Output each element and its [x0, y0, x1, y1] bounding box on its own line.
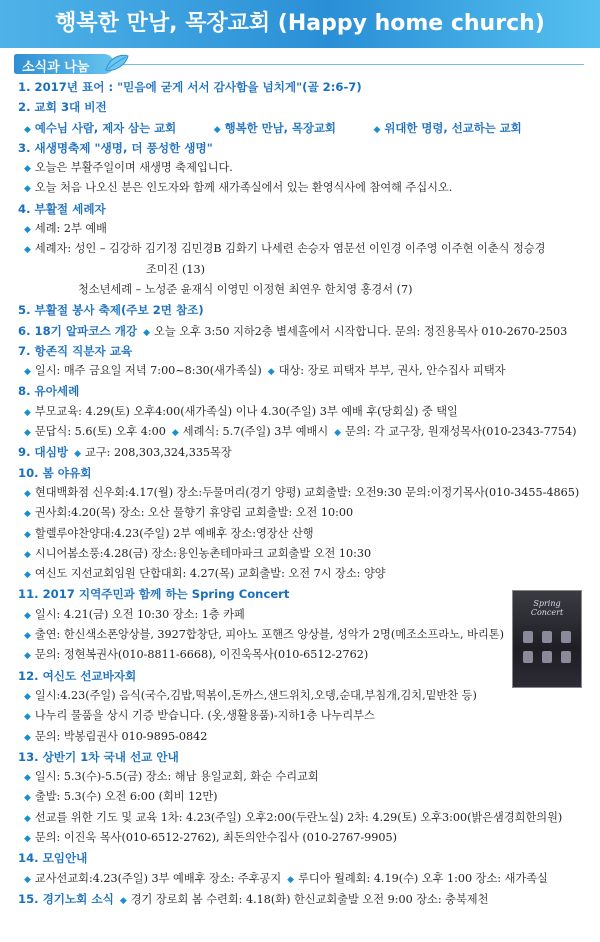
diamond-bullet-icon: ◆: [24, 184, 31, 195]
list-item: ◆ 문의: 정현복권사(010-8811-6668), 이진욱목사(010-6512-2762): [24, 648, 369, 662]
diamond-bullet-icon: ◆: [213, 124, 221, 135]
list-item: ◆ 오늘 처음 나오신 분은 인도자와 함께 새가족실에서 있는 환영식사에 참여해 주십시오.: [24, 181, 453, 195]
list-item: ◆ 여신도 지선교회임원 단합대회: 4.27(목) 교회출발: 오전 7시 장소: 양양: [24, 567, 386, 581]
leaf-icon: [104, 52, 130, 74]
section-heading: 10. 봄 야유회: [18, 465, 92, 480]
diamond-bullet-icon: ◆: [74, 449, 82, 460]
list-item: ◆ 일시: 매주 금요일 저녁 7:00~8:30(새가족실) ◆ 대상: 장로 피택자 부부, 권사, 안수집사 피택자: [24, 364, 506, 378]
diamond-bullet-icon: ◆: [24, 833, 31, 844]
diamond-bullet-icon: ◆: [24, 651, 31, 662]
poster-photo: [523, 631, 533, 643]
list-item: ◆ 현대백화점 신우회:4.17(월) 장소:두물머리(경기 양평) 교회출발: 오전9:30 문의:이정기목사(010-3455-4865): [24, 485, 580, 499]
list-item: ◆ 일시: 5.3(수)-5.5(금) 장소: 해남 용일교회, 화순 수리교회: [24, 770, 319, 784]
diamond-bullet-icon: ◆: [24, 407, 31, 418]
section-inline: 6. 18기 알파코스 개강 ◆ 오늘 오후 3:50 지하2층 별세홀에서 시작합니다. 문의: 정진용목사 010-2670-2503: [18, 323, 568, 338]
subheader-rule: [114, 64, 584, 65]
list-item-continued: 청소년세례 – 노성준 윤재식 이영민 이정현 최연우 한치영 홍경서 (7): [78, 282, 413, 296]
list-item: ◆ 부모교육: 4.29(토) 오후4:00(새가족실) 이나 4.30(주일) 3부 예배 후(당회실) 중 택일: [24, 404, 458, 418]
vision-list: [18, 118, 588, 138]
diamond-bullet-icon: ◆: [373, 124, 381, 135]
poster-photo: [523, 651, 533, 663]
diamond-bullet-icon: ◆: [24, 225, 31, 236]
section-heading: 13. 상반기 1차 국내 선교 안내: [18, 749, 179, 764]
list-item: ◆ 출발: 5.3(수) 오전 6:00 (회비 12만): [24, 790, 218, 804]
header-banner: [0, 0, 600, 48]
section-heading: 12. 여신도 선교바자회: [18, 668, 137, 683]
diamond-bullet-icon: ◆: [143, 327, 151, 338]
subheader: [0, 52, 600, 76]
diamond-bullet-icon: ◆: [287, 874, 295, 885]
list-item: ◆ 교사선교회:4.23(주일) 3부 예배후 장소: 주후공지 ◆ 루디아 월례회: 4.19(수) 오후 1:00 장소: 새가족실: [24, 871, 548, 885]
section-heading: 1. 2017년 표어 : "믿음에 굳게 서서 감사함을 넘치게"(골 2:6-7): [18, 80, 362, 94]
list-item: ◆ 세례: 2부 예배: [24, 222, 107, 236]
poster-photo: [561, 651, 571, 663]
poster-photo: [542, 631, 552, 643]
poster-label: Spring Concert: [530, 599, 564, 617]
list-item: ◆ 권사회:4.20(목) 장소: 오산 물향기 휴양림 교회출발: 오전 10:00: [24, 506, 354, 520]
list-item: ◆ 나누리 물품을 상시 기증 받습니다. (옷,생활용품)-지하1층 나누리부스: [24, 709, 375, 723]
section-heading: 14. 모임안내: [18, 851, 88, 866]
diamond-bullet-icon: ◆: [24, 529, 31, 540]
vision-item: 위대한 명령, 선교하는 교회: [384, 120, 522, 135]
section-inline: 15. 경기노회 소식 ◆ 경기 장로회 봄 수련회: 4.18(화) 한신교회출발 오전 9:00 장소: 충북제천: [18, 891, 489, 906]
section-heading: 3. 새생명축제 "생명, 더 풍성한 생명": [18, 140, 213, 155]
diamond-bullet-icon: ◆: [267, 367, 275, 378]
poster-photo: [542, 651, 552, 663]
section-heading: 4. 부활절 세례자: [18, 201, 106, 216]
section-heading: 9. 대심방: [18, 445, 69, 460]
diamond-bullet-icon: ◆: [171, 428, 179, 439]
diamond-bullet-icon: ◆: [334, 428, 342, 439]
list-item: ◆ 선교를 위한 기도 및 교육 1차: 4.23(주일) 오후2:00(두란노실) 2차: 4.29(토) 오후3:00(밝은샘경희한의원): [24, 810, 563, 824]
section-heading: 5. 부활절 봉사 축제(주보 2면 참조): [18, 303, 204, 318]
vision-item: 예수님 사람, 제자 삼는 교회: [34, 120, 177, 135]
diamond-bullet-icon: ◆: [119, 895, 127, 906]
poster-photo: [561, 631, 571, 643]
subheader-label: 소식과 나눔: [22, 60, 90, 75]
list-item: ◆ 세례자: 성인 – 김강하 김기정 김민경B 김화기 나세련 손승자 염문선 이인경 이주영 이주현 이춘식 정승경: [24, 242, 546, 256]
diamond-bullet-icon: ◆: [24, 732, 31, 743]
diamond-bullet-icon: ◆: [24, 245, 31, 256]
diamond-bullet-icon: ◆: [24, 124, 31, 135]
list-item: ◆ 오늘은 부활주일이며 새생명 축제입니다.: [24, 161, 233, 175]
diamond-bullet-icon: ◆: [24, 164, 31, 175]
section-heading: 11. 2017 지역주민과 함께 하는 Spring Concert: [18, 587, 290, 602]
vision-item: 행복한 만남, 목장교회: [224, 120, 336, 135]
section-heading: 15. 경기노회 소식: [18, 891, 114, 906]
section-inline: 9. 대심방 ◆ 교구: 208,303,324,335목장: [18, 445, 232, 460]
section-heading: 2. 교회 3대 비전: [18, 100, 107, 115]
list-item: ◆ 할렐루야찬양대:4.23(주일) 2부 예배후 장소:영장산 산행: [24, 526, 314, 540]
diamond-bullet-icon: ◆: [24, 488, 31, 499]
concert-poster-image: [512, 590, 582, 688]
diamond-bullet-icon: ◆: [24, 691, 31, 702]
diamond-bullet-icon: ◆: [24, 570, 31, 581]
list-item: ◆ 문답식: 5.6(토) 오후 4:00 ◆ 세례식: 5.7(주일) 3부 예배시 ◆ 문의: 각 교구장, 원재성목사(010-2343-7754): [24, 425, 577, 439]
diamond-bullet-icon: ◆: [24, 813, 31, 824]
list-item: ◆ 문의: 박봉림권사 010-9895-0842: [24, 729, 208, 743]
list-item: ◆ 일시:4.23(주일) 음식(국수,김밥,떡볶이,돈까스,샌드위치,오뎅,순대,부침개,김치,밑반찬 등): [24, 688, 477, 702]
page-title: 행복한 만남, 목장교회 (Happy home church): [55, 11, 545, 36]
diamond-bullet-icon: ◆: [24, 549, 31, 560]
list-item: ◆ 일시: 4.21(금) 오전 10:30 장소: 1층 카페: [24, 607, 245, 621]
section-heading: 8. 유아세례: [18, 384, 80, 399]
diamond-bullet-icon: ◆: [24, 793, 31, 804]
diamond-bullet-icon: ◆: [24, 773, 31, 784]
diamond-bullet-icon: ◆: [24, 428, 31, 439]
diamond-bullet-icon: ◆: [24, 874, 31, 885]
diamond-bullet-icon: ◆: [24, 367, 31, 378]
list-item: ◆ 시니어봄소풍:4.28(금) 장소:용인농촌테마파크 교회출발 오전 10:30: [24, 546, 372, 560]
list-item-continued: 조미진 (13): [146, 262, 205, 276]
diamond-bullet-icon: ◆: [24, 631, 31, 642]
section-heading: 6. 18기 알파코스 개강: [18, 323, 138, 338]
diamond-bullet-icon: ◆: [24, 610, 31, 621]
list-item: ◆ 문의: 이진욱 목사(010-6512-2762), 최돈의안수집사 (010-2767-9905): [24, 830, 397, 844]
diamond-bullet-icon: ◆: [24, 509, 31, 520]
announcement-list: [18, 77, 588, 909]
diamond-bullet-icon: ◆: [24, 712, 31, 723]
list-item: ◆ 출연: 한신색소폰앙상블, 3927합창단, 피아노 포핸즈 앙상블, 성악가 2명(메조소프라노, 바리톤): [24, 628, 504, 642]
section-heading: 7. 항존직 직분자 교육: [18, 343, 133, 358]
